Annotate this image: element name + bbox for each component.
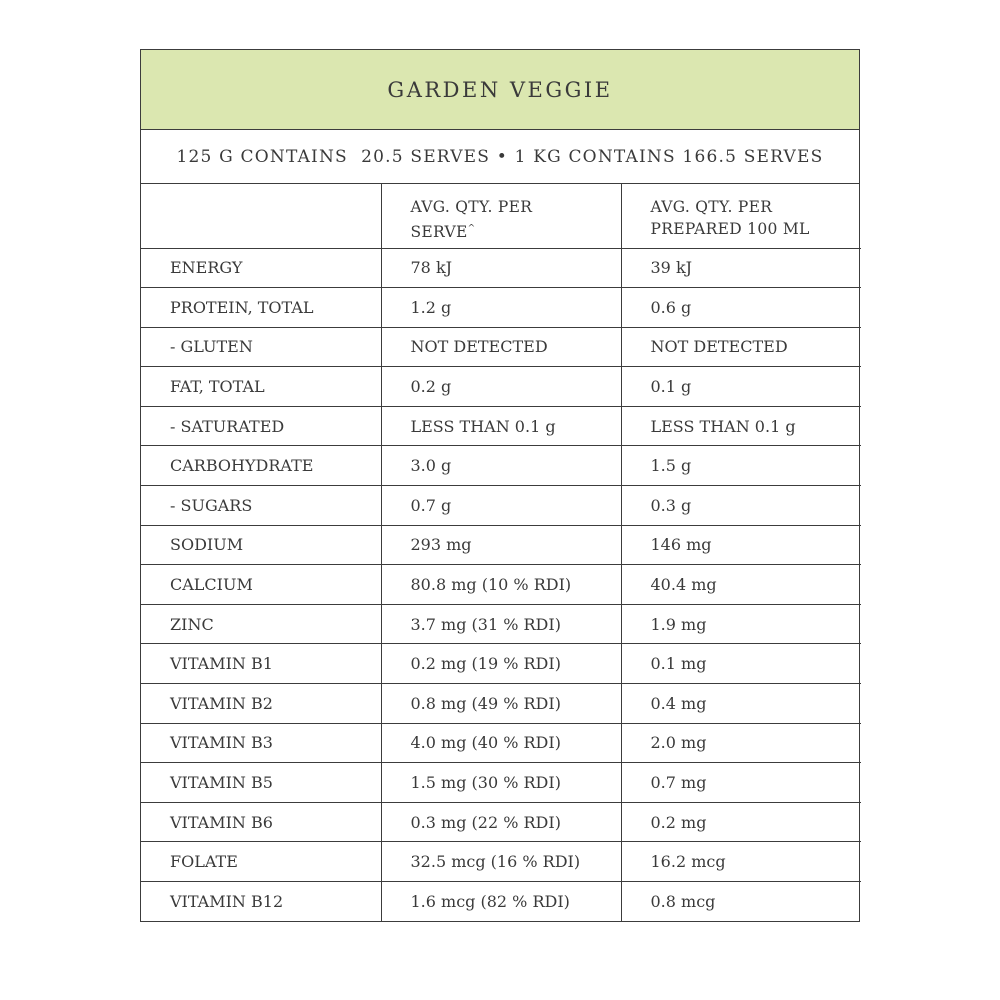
per-100ml-cell: 146 mg (621, 525, 861, 565)
per-100ml-cell: 0.1 mg (621, 644, 861, 684)
table-row (141, 802, 861, 842)
header-per-serve-mark: ^ (467, 224, 476, 234)
nutrient-cell: FAT, TOTAL (141, 367, 381, 407)
per-100ml-cell: 0.4 mg (621, 684, 861, 724)
per-100ml-cell: 1.5 g (621, 446, 861, 486)
table-row (141, 327, 861, 367)
per-serve-cell: 0.7 g (381, 486, 621, 526)
table-row (141, 684, 861, 724)
per-100ml-cell: LESS THAN 0.1 g (621, 406, 861, 446)
per-serve-cell: 1.5 mg (30 % RDI) (381, 763, 621, 803)
per-serve-cell: NOT DETECTED (381, 327, 621, 367)
per-100ml-cell: 0.2 mg (621, 802, 861, 842)
per-serve-cell: 3.7 mg (31 % RDI) (381, 604, 621, 644)
per-100ml-cell: 2.0 mg (621, 723, 861, 763)
header-per-serve (381, 184, 621, 248)
nutrient-cell: VITAMIN B12 (141, 882, 381, 922)
nutrient-cell: - GLUTEN (141, 327, 381, 367)
table-row (141, 248, 861, 288)
nutrition-table (141, 184, 861, 921)
per-100ml-cell: NOT DETECTED (621, 327, 861, 367)
per-100ml-cell: 40.4 mg (621, 565, 861, 605)
nutrient-cell: CARBOHYDRATE (141, 446, 381, 486)
nutrient-cell: CALCIUM (141, 565, 381, 605)
table-row (141, 288, 861, 328)
per-serve-cell: 0.3 mg (22 % RDI) (381, 802, 621, 842)
table-row (141, 367, 861, 407)
nutrient-cell: - SATURATED (141, 406, 381, 446)
per-serve-cell: 1.2 g (381, 288, 621, 328)
nutrition-panel (140, 49, 860, 922)
per-100ml-cell: 39 kJ (621, 248, 861, 288)
per-serve-cell: 1.6 mcg (82 % RDI) (381, 882, 621, 922)
per-serve-cell: 32.5 mcg (16 % RDI) (381, 842, 621, 882)
table-row (141, 763, 861, 803)
per-100ml-cell: 16.2 mcg (621, 842, 861, 882)
per-100ml-cell: 0.7 mg (621, 763, 861, 803)
header-per-serve-line1: AVG. QTY. PER (410, 198, 533, 216)
table-row (141, 723, 861, 763)
per-100ml-cell: 1.9 mg (621, 604, 861, 644)
table-row (141, 525, 861, 565)
per-serve-cell: 0.2 g (381, 367, 621, 407)
table-row (141, 565, 861, 605)
header-per-100ml-line2: PREPARED 100 ML (650, 220, 810, 238)
per-100ml-cell: 0.1 g (621, 367, 861, 407)
header-nutrient (141, 184, 381, 248)
nutrient-cell: FOLATE (141, 842, 381, 882)
product-title: GARDEN VEGGIE (141, 50, 859, 130)
serves-info: 125 G CONTAINS 20.5 SERVES • 1 KG CONTAINS 166.5 SERVES (141, 130, 859, 184)
nutrient-cell: VITAMIN B6 (141, 802, 381, 842)
per-serve-cell: 80.8 mg (10 % RDI) (381, 565, 621, 605)
nutrient-cell: - SUGARS (141, 486, 381, 526)
header-per-100ml (621, 184, 861, 248)
per-serve-cell: 0.2 mg (19 % RDI) (381, 644, 621, 684)
nutrient-cell: VITAMIN B5 (141, 763, 381, 803)
table-row (141, 842, 861, 882)
table-row (141, 486, 861, 526)
nutrient-cell: VITAMIN B2 (141, 684, 381, 724)
header-per-100ml-line1: AVG. QTY. PER (650, 198, 773, 216)
table-row (141, 406, 861, 446)
per-100ml-cell: 0.6 g (621, 288, 861, 328)
header-per-serve-line2: SERVE (410, 223, 468, 242)
table-row (141, 644, 861, 684)
nutrient-cell: PROTEIN, TOTAL (141, 288, 381, 328)
per-100ml-cell: 0.3 g (621, 486, 861, 526)
table-header-row (141, 184, 861, 248)
table-row (141, 446, 861, 486)
per-serve-cell: 4.0 mg (40 % RDI) (381, 723, 621, 763)
header-per-serve-line2-wrap (411, 218, 621, 243)
per-serve-cell: 293 mg (381, 525, 621, 565)
table-row (141, 882, 861, 922)
per-serve-cell: 3.0 g (381, 446, 621, 486)
per-serve-cell: 0.8 mg (49 % RDI) (381, 684, 621, 724)
per-100ml-cell: 0.8 mcg (650, 892, 716, 912)
per-serve-cell: LESS THAN 0.1 g (381, 406, 621, 446)
nutrient-cell: VITAMIN B3 (141, 723, 381, 763)
table-row (141, 604, 861, 644)
nutrient-cell: VITAMIN B1 (141, 644, 381, 684)
per-serve-cell: 78 kJ (381, 248, 621, 288)
nutrient-cell: ENERGY (141, 248, 381, 288)
nutrient-cell: SODIUM (141, 525, 381, 565)
nutrient-cell: ZINC (141, 604, 381, 644)
